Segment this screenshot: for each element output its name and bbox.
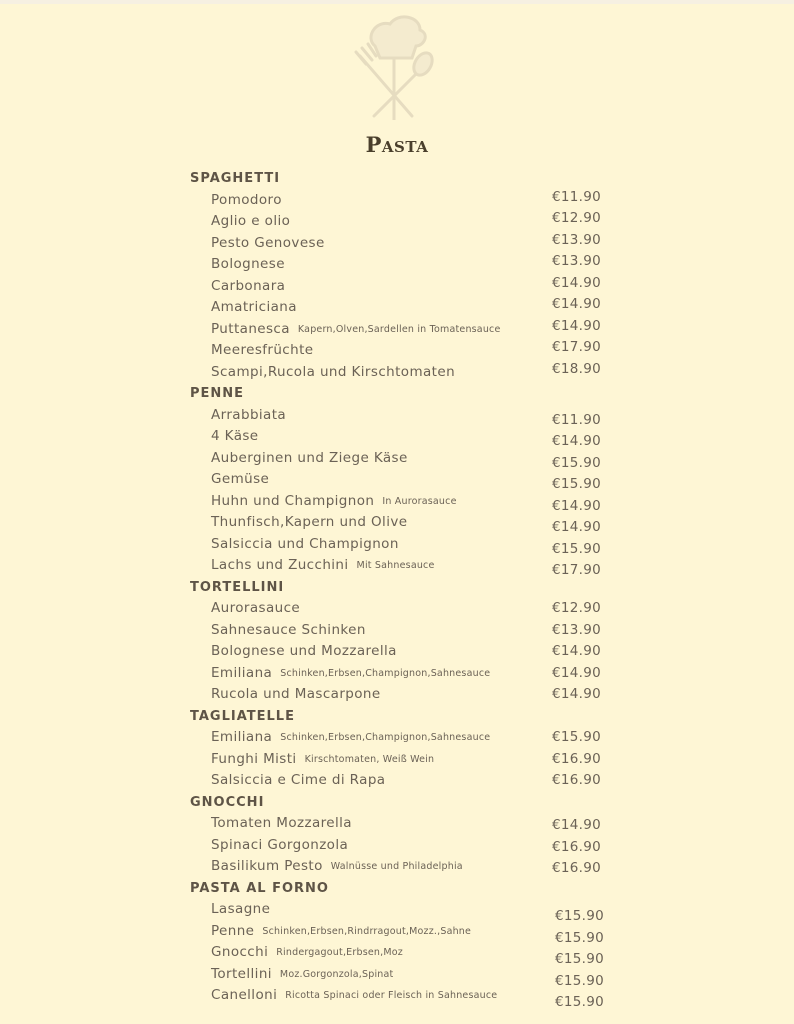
item-name: Carbonara <box>211 277 286 294</box>
section-title: GNOCCHI <box>190 794 265 810</box>
item-name-wrap <box>211 964 393 986</box>
item-name-wrap <box>211 190 282 212</box>
item-price: €12.90 <box>552 600 602 616</box>
menu-item <box>190 362 610 384</box>
item-name-wrap <box>211 555 435 577</box>
menu-item <box>190 942 610 967</box>
section-title: PENNE <box>190 386 245 401</box>
chef-hat-fork-spoon-icon <box>350 8 440 120</box>
menu-item <box>190 921 610 946</box>
item-name-wrap <box>211 663 490 685</box>
item-price: €14.90 <box>552 686 602 702</box>
page-title: Pasta <box>365 132 429 157</box>
item-price: €14.90 <box>552 433 602 449</box>
item-name: Rucola und Mascarpone <box>211 686 381 702</box>
item-name: Meeresfrüchte <box>211 342 314 358</box>
item-name: Scampi,Rucola und Kirschtomaten <box>211 363 456 380</box>
item-name: Emiliana <box>211 664 273 681</box>
item-price: €16.90 <box>552 772 602 788</box>
item-name: Arrabbiata <box>211 406 287 423</box>
item-name-wrap <box>211 813 352 835</box>
item-name-wrap <box>211 254 285 276</box>
menu-item <box>190 405 610 427</box>
item-name-wrap <box>211 899 270 921</box>
pasta-menu <box>190 168 610 1010</box>
item-description: Walnüsse und Philadelphia <box>330 861 463 872</box>
item-description: Ricotta Spinaci oder Fleisch in Sahnesauce <box>285 990 498 1001</box>
item-name: Aurorasauce <box>211 600 301 616</box>
menu-item <box>190 985 610 1010</box>
item-description: Schinken,Erbsen,Champignon,Sahnesauce <box>280 667 491 679</box>
section-title: SPAGHETTI <box>190 171 281 186</box>
item-name-wrap <box>211 405 286 427</box>
menu-item <box>190 254 610 276</box>
menu-section <box>190 706 610 792</box>
item-name-wrap <box>211 340 314 362</box>
item-price: €15.90 <box>552 454 602 471</box>
item-name-wrap <box>211 641 397 663</box>
item-price: €16.90 <box>552 838 602 855</box>
menu-item <box>190 663 610 685</box>
item-price: €16.90 <box>552 750 602 767</box>
section-title: PASTA AL FORNO <box>190 880 329 896</box>
item-name: Salsiccia und Champignon <box>211 535 399 552</box>
item-price: €11.90 <box>552 411 602 428</box>
item-name-wrap <box>211 469 269 491</box>
item-name-wrap <box>211 856 463 878</box>
item-name-wrap <box>211 921 471 943</box>
menu-item <box>190 555 610 577</box>
item-price: €14.90 <box>552 497 602 514</box>
item-name: Funghi Misti <box>211 750 297 767</box>
item-price: €14.90 <box>552 664 602 681</box>
item-name: Amatriciana <box>211 299 297 315</box>
item-price: €15.90 <box>552 476 602 492</box>
item-name: Bolognese <box>211 256 285 272</box>
item-name: Emiliana <box>211 729 273 745</box>
top-bar <box>0 0 794 4</box>
menu-item <box>190 749 610 771</box>
item-name-wrap <box>211 233 325 255</box>
menu-item <box>190 964 610 989</box>
section-title: TORTELLINI <box>190 579 285 595</box>
item-name-wrap <box>211 985 497 1007</box>
item-name: Sahnesauce Schinken <box>211 621 366 638</box>
item-description: Schinken,Erbsen,Champignon,Sahnesauce <box>280 732 491 743</box>
item-name: Huhn und Champignon <box>211 492 375 509</box>
item-name-wrap <box>211 319 501 341</box>
menu-item <box>190 276 610 298</box>
item-price: €17.90 <box>552 339 602 355</box>
item-price: €15.90 <box>555 972 605 989</box>
menu-item <box>190 340 610 362</box>
item-price: €15.90 <box>552 729 602 745</box>
menu-section <box>190 878 610 1010</box>
menu-item <box>190 641 610 663</box>
item-name: Bolognese und Mozzarella <box>211 643 397 659</box>
menu-item <box>190 211 610 233</box>
menu-item <box>190 856 610 878</box>
item-price: €14.90 <box>552 296 602 312</box>
item-name-wrap <box>211 598 300 620</box>
item-price: €12.90 <box>552 210 602 226</box>
menu-item <box>190 598 610 620</box>
menu-item <box>190 233 610 255</box>
menu-item <box>190 727 610 749</box>
item-name: Lachs und Zucchini <box>211 557 349 573</box>
item-price: €14.90 <box>552 643 602 659</box>
item-price: €14.90 <box>552 817 602 833</box>
item-price: €17.90 <box>552 562 602 578</box>
menu-item <box>190 190 610 212</box>
menu-item <box>190 469 610 491</box>
menu-item <box>190 684 610 706</box>
item-name-wrap <box>211 211 290 233</box>
menu-item <box>190 319 610 341</box>
menu-item <box>190 297 610 319</box>
item-name: Pesto Genovese <box>211 234 325 251</box>
item-name: Puttanesca <box>211 320 290 337</box>
item-name-wrap <box>211 620 366 642</box>
menu-section <box>190 792 610 878</box>
item-name-wrap <box>211 426 259 448</box>
item-description: Moz.Gorgonzola,Spinat <box>279 968 394 980</box>
item-name: Canelloni <box>211 987 278 1003</box>
item-name: Penne <box>211 922 255 939</box>
menu-item <box>190 899 610 924</box>
item-name: 4 Käse <box>211 428 259 444</box>
menu-item <box>190 835 610 857</box>
item-description: In Aurorasauce <box>382 495 457 507</box>
menu-item <box>190 448 610 470</box>
item-name-wrap <box>211 297 297 319</box>
menu-item <box>190 813 610 835</box>
item-name: Thunfisch,Kapern und Olive <box>211 514 408 530</box>
menu-section <box>190 168 610 383</box>
item-description: Kapern,Olven,Sardellen in Tomatensauce <box>297 323 501 335</box>
item-description: Rindergagout,Erbsen,Moz <box>276 947 403 958</box>
item-name-wrap <box>211 749 434 771</box>
item-price: €16.90 <box>552 860 602 876</box>
item-price: €15.90 <box>555 994 605 1010</box>
item-name: Lasagne <box>211 901 271 917</box>
item-name-wrap <box>211 276 285 298</box>
section-title: TAGLIATELLE <box>190 708 295 724</box>
item-name: Gemüse <box>211 471 270 487</box>
menu-section <box>190 577 610 706</box>
item-price: €13.90 <box>552 621 602 638</box>
item-price: €14.90 <box>552 317 602 334</box>
item-name: Aglio e olio <box>211 213 291 229</box>
item-name: Auberginen und Ziege Käse <box>211 449 408 466</box>
item-price: €18.90 <box>552 360 602 377</box>
item-name-wrap <box>211 684 381 706</box>
item-name-wrap <box>211 448 408 470</box>
item-price: €15.90 <box>555 908 605 924</box>
item-description: Mit Sahnesauce <box>356 560 435 571</box>
item-name-wrap <box>211 770 385 792</box>
item-name-wrap <box>211 942 403 964</box>
item-price: €11.90 <box>552 188 602 205</box>
item-description: Kirschtomaten, Weiß Wein <box>304 753 435 765</box>
menu-item <box>190 491 610 513</box>
item-name: Tortellini <box>211 965 272 982</box>
item-price: €14.90 <box>552 274 602 291</box>
item-name: Tomaten Mozzarella <box>211 815 352 831</box>
item-price: €14.90 <box>552 519 602 535</box>
item-description: Schinken,Erbsen,Rindrragout,Mozz.,Sahne <box>262 925 472 937</box>
item-name-wrap <box>211 491 457 513</box>
menu-item <box>190 534 610 556</box>
item-name: Spinaci Gorgonzola <box>211 836 349 853</box>
item-name-wrap <box>211 534 399 556</box>
item-name: Basilikum Pesto <box>211 858 323 874</box>
item-name-wrap <box>211 512 407 534</box>
menu-item <box>190 770 610 792</box>
item-name-wrap <box>211 727 490 749</box>
item-price: €13.90 <box>552 231 602 248</box>
item-name: Gnocchi <box>211 944 269 960</box>
item-price: €13.90 <box>552 253 602 269</box>
item-price: €15.90 <box>555 951 605 967</box>
menu-item <box>190 620 610 642</box>
item-name-wrap <box>211 362 455 384</box>
menu-section <box>190 383 610 577</box>
item-price: €15.90 <box>552 540 602 557</box>
item-name: Salsiccia e Cime di Rapa <box>211 772 386 788</box>
item-price: €15.90 <box>555 929 605 946</box>
menu-item <box>190 512 610 534</box>
menu-item <box>190 426 610 448</box>
item-name: Pomodoro <box>211 191 282 208</box>
item-name-wrap <box>211 835 348 857</box>
